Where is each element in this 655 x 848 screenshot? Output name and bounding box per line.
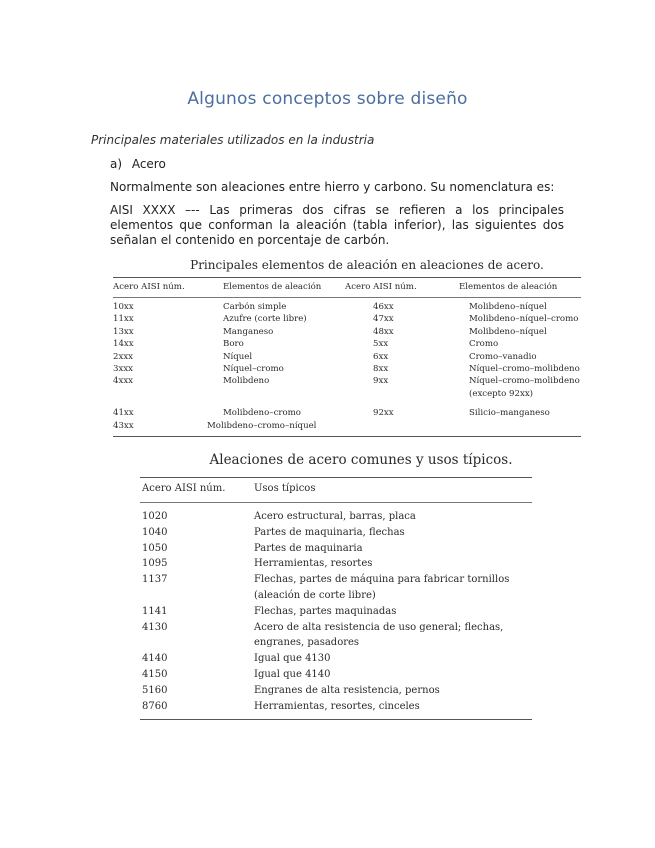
header-cell: Acero AISI núm. [345, 282, 417, 292]
table-cell [223, 388, 345, 400]
table-cell: Boro [223, 339, 244, 350]
table-cell-num: 1141 [142, 605, 168, 617]
table-row [113, 407, 581, 419]
table-row [142, 667, 532, 683]
table-cell: Azufre (corte libre) [223, 314, 307, 325]
table-row [113, 388, 581, 400]
table-row [142, 525, 532, 541]
use-line: Acero de alta resistencia de uso general; flechas, [254, 621, 504, 633]
header-cell: Elementos de aleación [459, 282, 558, 292]
table-cell: Níquel [223, 351, 253, 362]
table-cell-uses [254, 604, 534, 620]
table-cell: Molibdeno [223, 376, 270, 387]
alloy-elements-table-caption: Principales elementos de aleación en aleaciones de acero. [190, 258, 544, 272]
table-row [142, 683, 532, 699]
table-row [142, 509, 532, 525]
use-line: Herramientas, resortes [254, 558, 373, 570]
table-cell-num: 4150 [142, 668, 168, 680]
table-row [142, 699, 532, 715]
use-line: Igual que 4140 [254, 668, 331, 680]
table-cell: 41xx [113, 408, 134, 419]
use-line: Acero estructural, barras, placa [254, 511, 416, 522]
table-cell: 48xx [373, 326, 394, 337]
table-cell: Níquel–cromo–molibdeno [469, 364, 580, 375]
table-cell: 3xxx [113, 364, 134, 375]
table-cell: 6xx [373, 351, 389, 362]
table-cell: 92xx [373, 408, 394, 419]
section-heading: Principales materiales utilizados en la industria [91, 133, 375, 147]
table-cell: 10xx [113, 302, 134, 312]
table-cell [345, 420, 459, 432]
table-cell-num: 1137 [142, 574, 168, 586]
use-line: engranes, pasadores [254, 637, 360, 649]
table-cell: Molibdeno–cromo [223, 408, 301, 419]
table-row [113, 326, 581, 338]
table-cell: Cromo [469, 339, 499, 350]
table-cell: 4xxx [113, 376, 134, 387]
table-cell: 2xxx [113, 351, 134, 362]
table-cell: 13xx [113, 326, 134, 337]
table-cell: Molibdeno–cromo–níquel [207, 420, 317, 431]
table-row [113, 313, 581, 325]
table-row [142, 556, 532, 572]
table-rule [113, 436, 581, 437]
table-cell: Manganeso [223, 326, 274, 337]
header-cell: Acero AISI núm. [113, 282, 185, 292]
table-cell-uses [254, 651, 534, 667]
table-cell-uses [254, 556, 534, 572]
list-item-acero [110, 157, 166, 171]
page-title: Algunos conceptos sobre diseño [187, 89, 468, 109]
use-line: (aleación de corte libre) [254, 589, 376, 601]
table-cell-uses [254, 509, 534, 525]
table-cell: 43xx [113, 420, 134, 431]
common-alloys-table-caption: Aleaciones de acero comunes y usos típicos. [209, 452, 513, 468]
table-cell-uses [254, 541, 534, 557]
table-cell: Silicio–manganeso [469, 408, 550, 419]
table-cell: 14xx [113, 339, 134, 350]
table-row [142, 572, 532, 604]
use-line: Partes de maquinaria [254, 542, 363, 554]
table-row [113, 375, 581, 387]
table-cell-num: 1040 [142, 526, 168, 538]
table-cell-num: 5160 [142, 684, 168, 696]
table-cell: Molibdeno–níquel [469, 302, 547, 312]
use-line: Herramientas, resortes, cinceles [254, 700, 420, 712]
table-row [113, 301, 581, 313]
table-row [113, 420, 581, 432]
table-row [113, 363, 581, 375]
table-row [142, 541, 532, 557]
table-row [113, 351, 581, 363]
table-cell-num: 1095 [142, 558, 168, 570]
table-row [142, 604, 532, 620]
table-cell: 46xx [373, 302, 394, 312]
table-cell [459, 420, 581, 432]
use-line: Igual que 4130 [254, 653, 331, 665]
header-cell: Elementos de aleación [223, 282, 322, 292]
table-cell-uses [254, 572, 534, 604]
paragraph-nomenclature-intro: Normalmente son aleaciones entre hierro y carbono. Su nomenclatura es: [110, 180, 555, 194]
alloy-elements-table [113, 258, 581, 437]
table-cell-uses [254, 525, 534, 541]
list-item-label: Acero [131, 157, 166, 171]
common-alloys-table-header [140, 478, 532, 502]
table-cell-num: 1020 [142, 511, 168, 522]
table-cell [345, 388, 459, 400]
table-cell [113, 388, 223, 400]
table-cell-uses [254, 667, 534, 683]
header-cell: Acero AISI núm. [142, 483, 226, 494]
table-cell-num: 8760 [142, 700, 168, 712]
list-marker: a) [110, 157, 123, 171]
table-cell: 9xx [373, 376, 389, 387]
use-line: Flechas, partes maquinadas [254, 605, 397, 617]
header-cell: Usos típicos [254, 483, 316, 494]
table-cell: Níquel–cromo–molibdeno [469, 376, 580, 387]
table-cell-num: 4130 [142, 621, 168, 633]
common-alloys-table [140, 452, 532, 720]
table-cell-uses [254, 699, 534, 715]
table-cell: Molibdeno–níquel–cromo [469, 314, 579, 325]
table-cell: 8xx [373, 364, 389, 375]
table-cell: Cromo–vanadio [469, 351, 537, 362]
alloy-elements-table-body [113, 298, 581, 436]
table-row [142, 651, 532, 667]
use-line: Flechas, partes de máquina para fabricar tornillos [254, 574, 510, 586]
table-row [113, 338, 581, 350]
table-cell: 47xx [373, 314, 394, 325]
table-cell: 5xx [373, 339, 389, 350]
table-cell-num: 1050 [142, 542, 168, 554]
table-row [142, 620, 532, 652]
common-alloys-table-body [140, 503, 532, 719]
alloy-elements-table-header [113, 278, 581, 297]
table-cell: (excepto 92xx) [469, 388, 534, 399]
table-cell-uses [254, 683, 534, 699]
table-cell: Molibdeno–níquel [469, 326, 547, 337]
table-rule [140, 719, 532, 720]
use-line: Partes de maquinaria, flechas [254, 526, 405, 538]
table-cell: 11xx [113, 314, 134, 325]
table-cell: Níquel–cromo [223, 364, 284, 375]
paragraph-aisi-explanation: AISI XXXX –-- Las primeras dos cifras se refieren a los principales elementos que conforman la aleación (tabla inferior), las siguientes dos señalan el contenido en porcentaje de carbón. [110, 203, 564, 247]
table-cell-uses [254, 620, 534, 652]
table-cell: Carbón simple [223, 302, 287, 312]
row-gap [113, 400, 581, 407]
table-cell-num: 4140 [142, 653, 168, 665]
use-line: Engranes de alta resistencia, pernos [254, 684, 440, 696]
